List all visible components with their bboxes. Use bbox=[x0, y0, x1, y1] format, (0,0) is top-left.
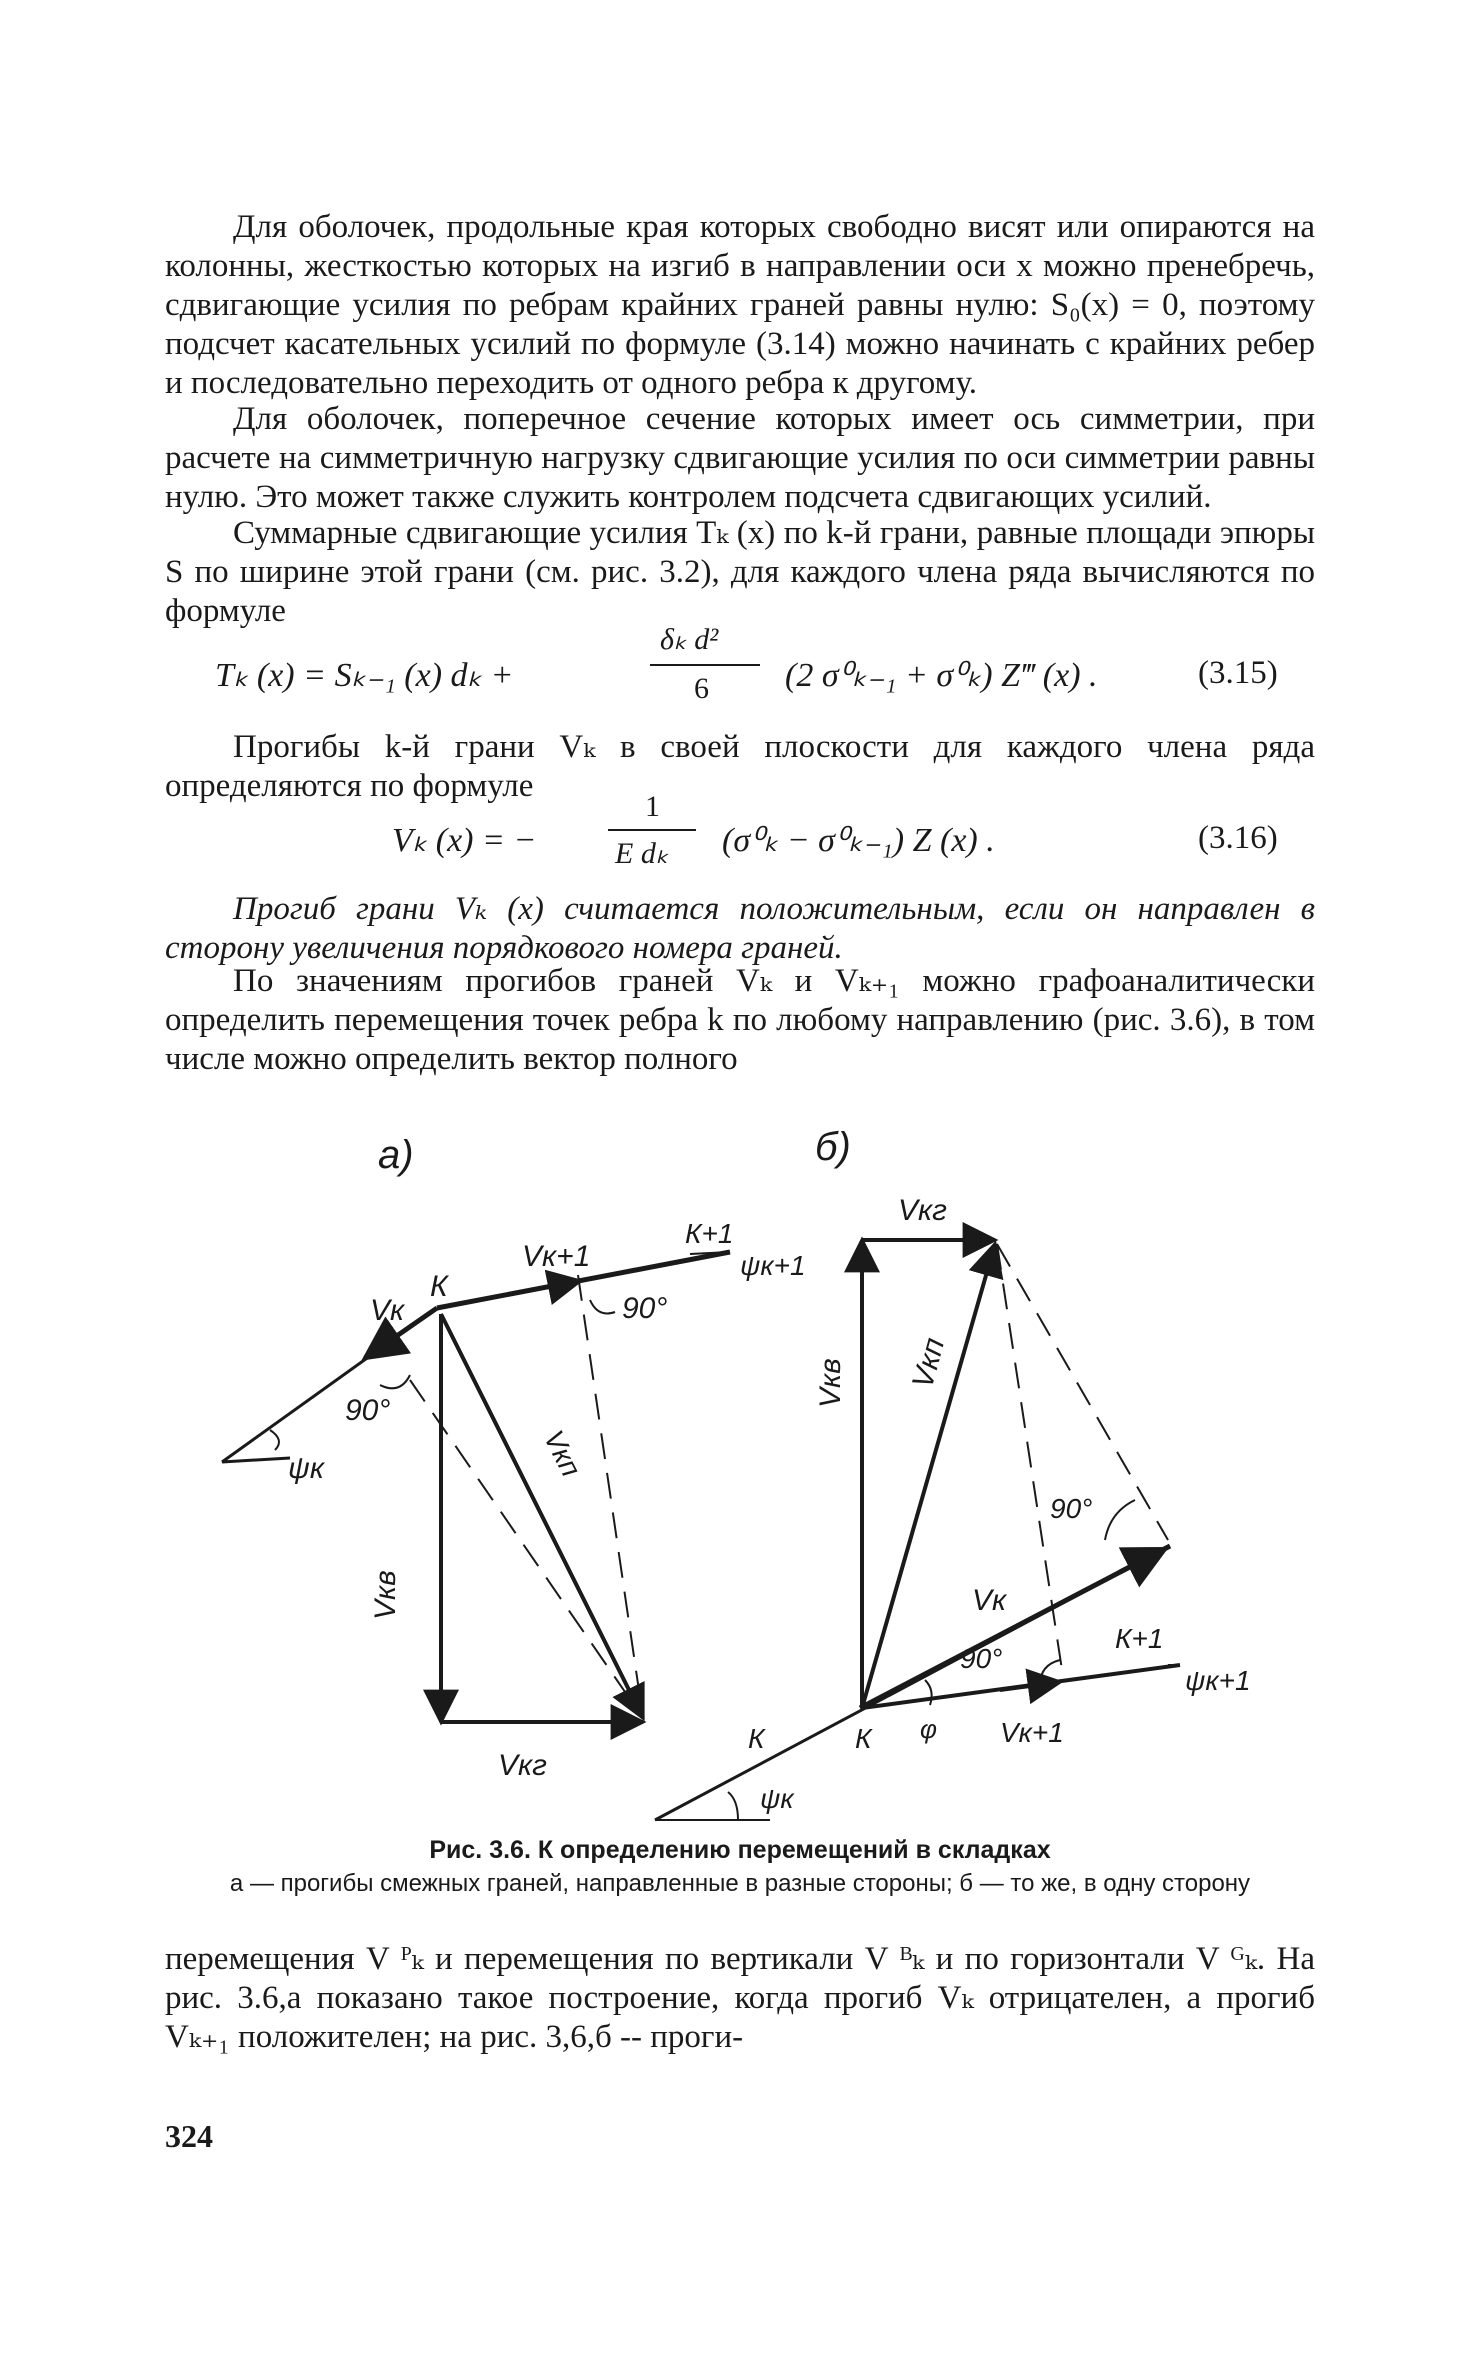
equation-number-3-16: (3.16) bbox=[1198, 820, 1278, 856]
panel-b bbox=[655, 1240, 1180, 1820]
paragraph-7: перемещения V ᴾₖ и перемещения по вертикали V ᴮₖ и по горизонтали V ᴳₖ. На рис. 3.6,а показано такое построение, когда прогиб Vₖ отрицателен, а прогиб Vₖ₊₁ положителен; на рис. 3,6,б -- проги- bbox=[165, 1941, 1315, 2055]
formula-3-16-left: Vₖ (x) = − bbox=[392, 822, 537, 859]
formula-3-16-numerator: 1 bbox=[645, 790, 660, 823]
right-angle-arc-a1 bbox=[380, 1375, 410, 1388]
vector-vp-b bbox=[862, 1244, 995, 1708]
label-vp-b: Vкп bbox=[906, 1334, 952, 1392]
figure-caption-title: Рис. 3.6. К определению перемещений в складках bbox=[429, 1836, 1051, 1864]
label-panel-b: б) bbox=[815, 1125, 851, 1169]
dashed-perp-k-a bbox=[410, 1380, 643, 1718]
label-psik1-a: ψк+1 bbox=[740, 1250, 806, 1281]
paragraph-5: Прогиб грани Vₖ (x) считается положительным, если он направлен в сторону увеличения порядкового номера граней. bbox=[165, 891, 1315, 966]
label-vg-b: Vкг bbox=[898, 1194, 947, 1227]
equation-number-3-15: (3.15) bbox=[1198, 655, 1278, 691]
label-angle2-a: 90° bbox=[345, 1394, 391, 1427]
psi-k-arc bbox=[270, 1430, 279, 1450]
label-k1-b: К+1 bbox=[1115, 1623, 1164, 1654]
label-vg-a: Vкг bbox=[498, 1749, 547, 1782]
paragraph-6: По значениям прогибов граней Vₖ и Vₖ₊₁ можно графоаналитически определить перемещения точек ребра k по любому направлению (рис. 3.6), в том числе можно определить вектор полного bbox=[165, 963, 1315, 1077]
formula-3-15-denominator: 6 bbox=[694, 672, 709, 705]
label-psik1-b: ψк+1 bbox=[1185, 1665, 1251, 1696]
label-psik-b: ψк bbox=[760, 1783, 794, 1814]
paragraph-1: Для оболочек, продольные края которых свободно висят или опираются на колонны, жесткостью которых на изгиб в направлении оси x можно пренебречь, сдвигающие усилия по ребрам крайних граней равны нулю: S₀(x) = 0, поэтому подсчет касательных усилий по формуле (3.14) можно начинать с крайних ребер и последовательно переходить от одного ребра к другому. bbox=[165, 209, 1315, 401]
label-k-a: К bbox=[430, 1270, 448, 1303]
paragraph-3: Суммарные сдвигающие усилия Tₖ (x) по k-й грани, равные площади эпюры S по ширине этой грани (см. рис. 3.2), для каждого члена ряда вычисляются по формуле bbox=[165, 515, 1315, 629]
right-angle-arc-a2 bbox=[590, 1300, 615, 1314]
vector-vk1-b bbox=[1000, 1682, 1060, 1690]
label-vk1-b: Vк+1 bbox=[1000, 1717, 1064, 1748]
paragraph-2: Для оболочек, поперечное сечение которых имеет ось симметрии, при расчете на симметричную нагрузку сдвигающие усилия по оси симметрии равны нулю. Это может также служить контролем подсчета сдвигающих усилий. bbox=[165, 401, 1315, 515]
psi-k-base-line bbox=[222, 1458, 290, 1462]
label-k-b-left: К bbox=[748, 1723, 765, 1754]
label-psik-a: ψк bbox=[288, 1452, 324, 1485]
label-phi-b: φ bbox=[920, 1714, 937, 1744]
label-angle1-b: 90° bbox=[1050, 1493, 1093, 1524]
dashed-perp-k1-b bbox=[997, 1244, 1062, 1670]
label-vk1-a: Vк+1 bbox=[522, 1240, 591, 1273]
formula-3-15-left: Tₖ (x) = Sₖ₋₁ (x) dₖ + bbox=[215, 657, 514, 694]
paragraph-4: Прогибы k-й грани Vₖ в своей плоскости для каждого члена ряда определяются по формуле bbox=[165, 729, 1315, 804]
right-angle-arc-b1 bbox=[1105, 1500, 1135, 1540]
formula-3-15-numerator: δₖ d² bbox=[660, 623, 719, 656]
label-k-b: К bbox=[855, 1723, 872, 1754]
label-vp-a: Vкп bbox=[537, 1425, 587, 1482]
label-vb-a: Vкв bbox=[369, 1570, 402, 1620]
formula-3-15-right: (2 σ⁰ₖ₋₁ + σ⁰ₖ) Z‴ (x) . bbox=[785, 657, 1098, 694]
label-angle1-a: 90° bbox=[622, 1292, 668, 1325]
vector-vk-b bbox=[1120, 1549, 1165, 1572]
label-angle2-b: 90° bbox=[960, 1643, 1003, 1674]
formula-3-16-right: (σ⁰ₖ − σ⁰ₖ₋₁) Z (x) . bbox=[722, 822, 995, 859]
label-vk-b: Vк bbox=[972, 1584, 1007, 1617]
figure-caption-body: а — прогибы смежных граней, направленные в разные стороны; б — то же, в одну сторону bbox=[229, 1870, 1251, 1897]
label-k1-a: К+1 bbox=[685, 1218, 734, 1249]
formula-3-16-denominator: E dₖ bbox=[615, 837, 669, 870]
psi-k-arc-b bbox=[728, 1792, 738, 1820]
label-panel-a: а) bbox=[378, 1133, 414, 1177]
page-number: 324 bbox=[165, 2118, 213, 2154]
label-vb-b: Vкв bbox=[814, 1358, 847, 1408]
label-vk-a: Vк bbox=[370, 1294, 405, 1327]
